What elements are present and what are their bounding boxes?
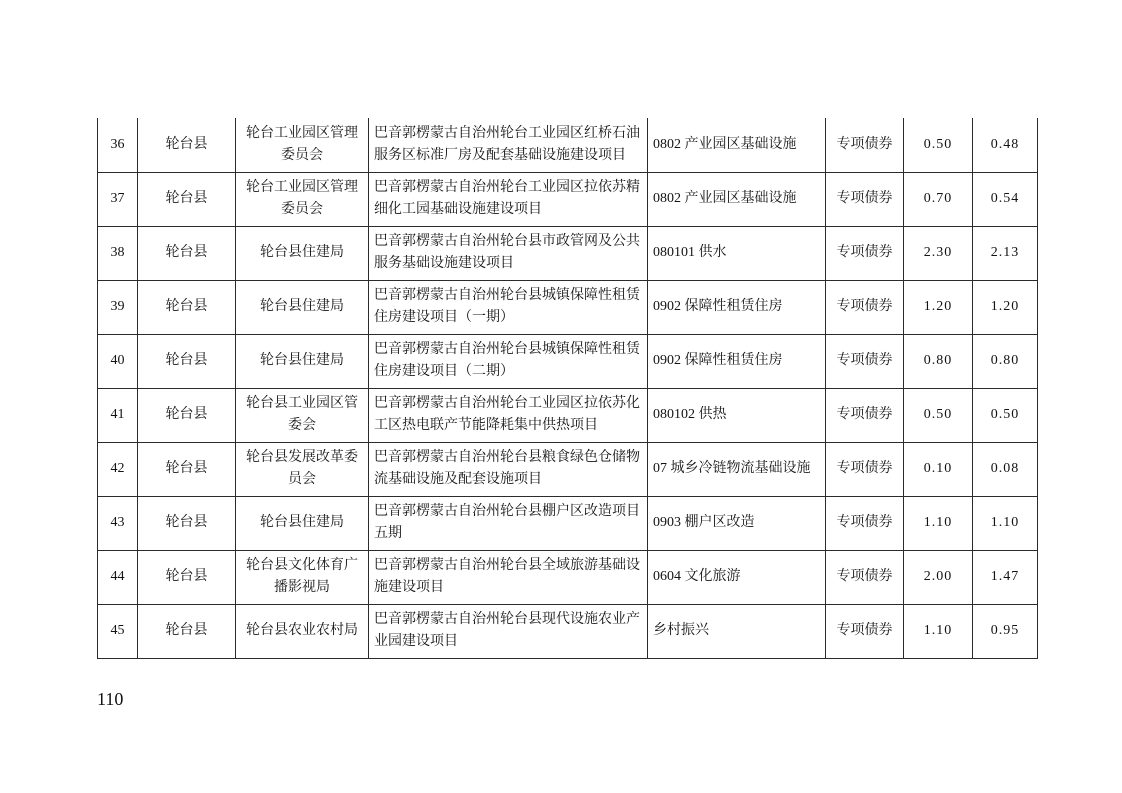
cell-category: 0802 产业园区基础设施 <box>648 118 826 172</box>
table-row <box>98 604 1038 658</box>
cell-project: 巴音郭楞蒙古自治州轮台县全域旅游基础设施建设项目 <box>369 550 648 604</box>
cell-project: 巴音郭楞蒙古自治州轮台工业园区拉依苏精细化工园基础设施建设项目 <box>369 172 648 226</box>
cell-amount-issued: 2.30 <box>904 226 973 280</box>
cell-amount-issued: 1.10 <box>904 604 973 658</box>
cell-row-number: 37 <box>98 172 138 226</box>
cell-project: 巴音郭楞蒙古自治州轮台县城镇保障性租赁住房建设项目（一期） <box>369 280 648 334</box>
cell-row-number: 44 <box>98 550 138 604</box>
cell-county: 轮台县 <box>138 442 236 496</box>
cell-bond-type: 专项债券 <box>826 496 904 550</box>
cell-department: 轮台工业园区管理委员会 <box>236 118 369 172</box>
cell-county: 轮台县 <box>138 496 236 550</box>
cell-department: 轮台县住建局 <box>236 334 369 388</box>
cell-department: 轮台县发展改革委员会 <box>236 442 369 496</box>
cell-amount-utilized: 1.20 <box>973 280 1038 334</box>
cell-project: 巴音郭楞蒙古自治州轮台工业园区红桥石油服务区标准厂房及配套基础设施建设项目 <box>369 118 648 172</box>
table-row <box>98 334 1038 388</box>
cell-bond-type: 专项债券 <box>826 604 904 658</box>
cell-category: 0902 保障性租赁住房 <box>648 280 826 334</box>
cell-project: 巴音郭楞蒙古自治州轮台县棚户区改造项目五期 <box>369 496 648 550</box>
table-row <box>98 496 1038 550</box>
cell-project: 巴音郭楞蒙古自治州轮台县城镇保障性租赁住房建设项目（二期） <box>369 334 648 388</box>
cell-county: 轮台县 <box>138 604 236 658</box>
page-number: 110 <box>97 689 124 709</box>
cell-amount-issued: 0.80 <box>904 334 973 388</box>
cell-bond-type: 专项债券 <box>826 280 904 334</box>
cell-bond-type: 专项债券 <box>826 550 904 604</box>
cell-category: 0604 文化旅游 <box>648 550 826 604</box>
cell-bond-type: 专项债券 <box>826 388 904 442</box>
table-row <box>98 118 1038 172</box>
cell-category: 0903 棚户区改造 <box>648 496 826 550</box>
cell-category: 07 城乡冷链物流基础设施 <box>648 442 826 496</box>
cell-amount-issued: 0.50 <box>904 388 973 442</box>
cell-bond-type: 专项债券 <box>826 226 904 280</box>
cell-row-number: 40 <box>98 334 138 388</box>
cell-category: 0902 保障性租赁住房 <box>648 334 826 388</box>
cell-row-number: 38 <box>98 226 138 280</box>
cell-department: 轮台县住建局 <box>236 496 369 550</box>
cell-amount-issued: 2.00 <box>904 550 973 604</box>
cell-department: 轮台县工业园区管委会 <box>236 388 369 442</box>
cell-project: 巴音郭楞蒙古自治州轮台县市政管网及公共服务基础设施建设项目 <box>369 226 648 280</box>
cell-department: 轮台县住建局 <box>236 226 369 280</box>
bond-projects-table <box>97 118 1038 659</box>
cell-bond-type: 专项债券 <box>826 442 904 496</box>
cell-project: 巴音郭楞蒙古自治州轮台工业园区拉依苏化工区热电联产节能降耗集中供热项目 <box>369 388 648 442</box>
cell-county: 轮台县 <box>138 388 236 442</box>
cell-county: 轮台县 <box>138 226 236 280</box>
cell-category: 乡村振兴 <box>648 604 826 658</box>
cell-amount-utilized: 0.95 <box>973 604 1038 658</box>
cell-county: 轮台县 <box>138 550 236 604</box>
cell-row-number: 42 <box>98 442 138 496</box>
cell-amount-utilized: 1.47 <box>973 550 1038 604</box>
cell-amount-utilized: 0.50 <box>973 388 1038 442</box>
cell-row-number: 43 <box>98 496 138 550</box>
table-row <box>98 172 1038 226</box>
cell-amount-utilized: 1.10 <box>973 496 1038 550</box>
cell-row-number: 36 <box>98 118 138 172</box>
cell-amount-utilized: 0.48 <box>973 118 1038 172</box>
cell-amount-issued: 1.10 <box>904 496 973 550</box>
cell-county: 轮台县 <box>138 334 236 388</box>
cell-amount-issued: 0.50 <box>904 118 973 172</box>
cell-amount-issued: 1.20 <box>904 280 973 334</box>
cell-bond-type: 专项债券 <box>826 118 904 172</box>
cell-category: 080102 供热 <box>648 388 826 442</box>
table-row <box>98 388 1038 442</box>
cell-amount-utilized: 0.80 <box>973 334 1038 388</box>
cell-project: 巴音郭楞蒙古自治州轮台县粮食绿色仓储物流基础设施及配套设施项目 <box>369 442 648 496</box>
cell-project: 巴音郭楞蒙古自治州轮台县现代设施农业产业园建设项目 <box>369 604 648 658</box>
cell-amount-issued: 0.10 <box>904 442 973 496</box>
cell-county: 轮台县 <box>138 280 236 334</box>
cell-amount-issued: 0.70 <box>904 172 973 226</box>
cell-bond-type: 专项债券 <box>826 334 904 388</box>
table-row <box>98 442 1038 496</box>
cell-county: 轮台县 <box>138 118 236 172</box>
table-row <box>98 280 1038 334</box>
cell-amount-utilized: 0.54 <box>973 172 1038 226</box>
cell-county: 轮台县 <box>138 172 236 226</box>
cell-category: 080101 供水 <box>648 226 826 280</box>
cell-amount-utilized: 2.13 <box>973 226 1038 280</box>
cell-department: 轮台县住建局 <box>236 280 369 334</box>
table-row <box>98 226 1038 280</box>
cell-category: 0802 产业园区基础设施 <box>648 172 826 226</box>
cell-department: 轮台县文化体育广播影视局 <box>236 550 369 604</box>
cell-row-number: 41 <box>98 388 138 442</box>
cell-row-number: 45 <box>98 604 138 658</box>
cell-bond-type: 专项债券 <box>826 172 904 226</box>
cell-department: 轮台工业园区管理委员会 <box>236 172 369 226</box>
table-row <box>98 550 1038 604</box>
cell-row-number: 39 <box>98 280 138 334</box>
cell-department: 轮台县农业农村局 <box>236 604 369 658</box>
cell-amount-utilized: 0.08 <box>973 442 1038 496</box>
